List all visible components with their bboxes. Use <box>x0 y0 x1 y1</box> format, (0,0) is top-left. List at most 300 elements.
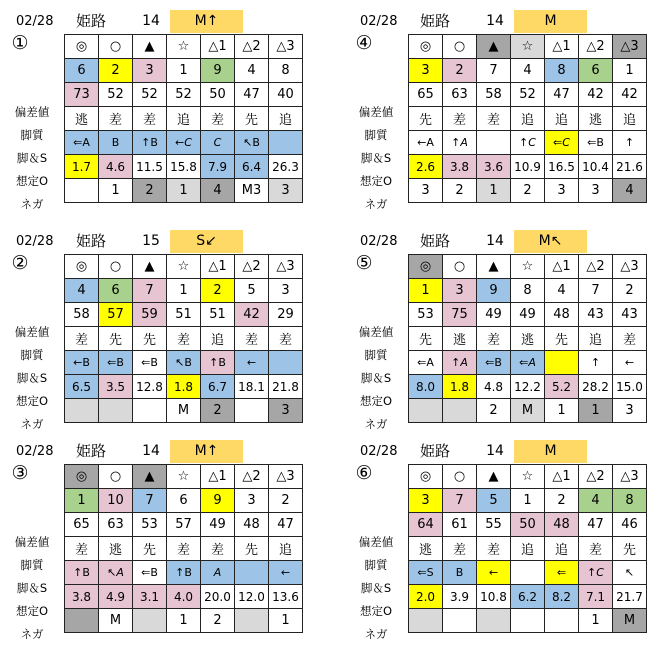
deviation-cell: 47 <box>545 83 579 107</box>
horse-number-cell: 6 <box>579 59 613 83</box>
running-style-cell: 先 <box>545 327 579 351</box>
row-label: 偏差値 <box>358 325 394 339</box>
horse-number-cell: 8 <box>511 279 545 303</box>
expected-odds-cell: 21.6 <box>613 155 647 179</box>
horse-number-cell: 4 <box>235 59 269 83</box>
grid-row <box>65 465 303 489</box>
negative-cell: 1 <box>477 179 511 203</box>
horse-number-cell: 2 <box>545 489 579 513</box>
horse-number-cell: 1 <box>511 489 545 513</box>
running-style-cell: 逃 <box>99 537 133 561</box>
row-label: ネガ <box>20 197 44 211</box>
horse-number-cell: 5 <box>477 489 511 513</box>
mark-cell: ▲ <box>477 255 511 279</box>
leg-speed-cell: ↑ <box>613 131 647 155</box>
row-label: 想定O <box>15 394 49 408</box>
mark-cell: ◎ <box>409 35 443 59</box>
leg-speed-cell <box>511 561 545 585</box>
deviation-cell: 53 <box>133 513 167 537</box>
running-style-cell: 差 <box>167 327 201 351</box>
horse-number-cell: 2 <box>269 489 303 513</box>
race-field-size: 14 <box>142 13 160 29</box>
leg-speed-cell: ↖B <box>235 131 269 155</box>
running-style-cell: 差 <box>99 107 133 131</box>
expected-odds-cell: 26.3 <box>269 155 303 179</box>
horse-number-cell: 7 <box>477 59 511 83</box>
deviation-cell: 29 <box>269 303 303 327</box>
expected-odds-cell: 10.9 <box>511 155 545 179</box>
running-style-cell: 追 <box>511 107 545 131</box>
expected-odds-cell: 3.1 <box>133 585 167 609</box>
expected-odds-cell: 10.8 <box>477 585 511 609</box>
horse-number-cell: 1 <box>65 489 99 513</box>
negative-cell: 1 <box>579 609 613 633</box>
row-label: 脚＆S <box>360 151 392 165</box>
race-course: 姫路 <box>420 442 451 460</box>
expected-odds-cell: 3.8 <box>443 155 477 179</box>
horse-number-cell: 1 <box>409 279 443 303</box>
row-label: 脚質 <box>364 558 388 572</box>
race-panel <box>8 230 328 430</box>
running-style-cell: 先 <box>133 537 167 561</box>
leg-speed-cell <box>269 351 303 375</box>
deviation-cell: 48 <box>545 303 579 327</box>
expected-odds-cell: 16.5 <box>545 155 579 179</box>
mark-cell: ○ <box>443 35 477 59</box>
expected-odds-cell: 6.5 <box>65 375 99 399</box>
race-field-size: 14 <box>486 13 504 29</box>
race-course: 姫路 <box>76 12 107 30</box>
leg-speed-cell: ⇐B <box>99 351 133 375</box>
deviation-cell: 49 <box>511 303 545 327</box>
negative-cell: 2 <box>443 179 477 203</box>
grid-row <box>409 155 647 179</box>
negative-cell <box>443 609 477 633</box>
leg-speed-cell: ⇐A <box>65 131 99 155</box>
race-course: 姫路 <box>420 232 451 250</box>
horse-number-cell: 6 <box>65 59 99 83</box>
race-date: 02/28 <box>360 14 398 29</box>
running-style-cell: 追 <box>579 327 613 351</box>
deviation-cell: 57 <box>99 303 133 327</box>
expected-odds-cell: 6.4 <box>235 155 269 179</box>
running-style-cell: 先 <box>133 327 167 351</box>
expected-odds-cell: 28.2 <box>579 375 613 399</box>
horse-number-cell: 4 <box>65 279 99 303</box>
deviation-cell: 65 <box>409 83 443 107</box>
mark-cell: ◎ <box>409 255 443 279</box>
track-condition-badge: M <box>514 440 587 463</box>
mark-cell: ◎ <box>65 465 99 489</box>
deviation-cell: 65 <box>65 513 99 537</box>
expected-odds-cell: 12.8 <box>133 375 167 399</box>
mark-cell: △2 <box>235 255 269 279</box>
deviation-cell: 49 <box>201 513 235 537</box>
leg-speed-cell: ←B <box>65 351 99 375</box>
negative-cell <box>511 609 545 633</box>
horse-number-cell: 3 <box>409 489 443 513</box>
running-style-cell: 差 <box>167 537 201 561</box>
race-number: ⑤ <box>355 252 373 274</box>
horse-number-cell: 4 <box>579 489 613 513</box>
expected-odds-cell: 1.8 <box>167 375 201 399</box>
horse-number-cell: 3 <box>235 489 269 513</box>
mark-cell: △2 <box>235 35 269 59</box>
running-style-cell: 先 <box>613 537 647 561</box>
running-style-cell: 追 <box>269 107 303 131</box>
running-style-cell: 逃 <box>65 107 99 131</box>
race-number: ④ <box>355 32 373 54</box>
mark-cell: △1 <box>545 465 579 489</box>
row-label: 想定O <box>15 174 49 188</box>
negative-cell: 2 <box>511 179 545 203</box>
expected-odds-cell: 4.9 <box>99 585 133 609</box>
negative-cell: 1 <box>167 179 201 203</box>
prediction-grid <box>64 34 303 203</box>
deviation-cell: 42 <box>613 83 647 107</box>
running-style-cell: 差 <box>477 327 511 351</box>
prediction-grid <box>64 254 303 423</box>
running-style-cell: 追 <box>545 537 579 561</box>
row-label: 脚＆S <box>16 581 48 595</box>
row-label: 脚質 <box>364 128 388 142</box>
grid-row <box>409 375 647 399</box>
race-number: ③ <box>11 462 29 484</box>
negative-cell <box>99 399 133 423</box>
horse-number-cell: 8 <box>613 489 647 513</box>
grid-row <box>65 513 303 537</box>
negative-cell <box>443 399 477 423</box>
expected-odds-cell: 8.2 <box>545 585 579 609</box>
negative-cell <box>235 609 269 633</box>
track-condition-badge: M↑ <box>170 440 243 463</box>
horse-number-cell: 1 <box>613 59 647 83</box>
race-number: ⑥ <box>355 462 373 484</box>
mark-cell: △2 <box>579 35 613 59</box>
negative-cell <box>65 399 99 423</box>
running-style-cell: 差 <box>65 537 99 561</box>
running-style-cell: 差 <box>443 107 477 131</box>
deviation-cell: 47 <box>235 83 269 107</box>
expected-odds-cell: 7.1 <box>579 585 613 609</box>
negative-cell: 2 <box>477 399 511 423</box>
negative-cell <box>133 609 167 633</box>
expected-odds-cell: 20.0 <box>201 585 235 609</box>
grid-row <box>65 107 303 131</box>
row-label: 脚質 <box>364 348 388 362</box>
negative-cell: 2 <box>201 399 235 423</box>
race-number: ① <box>11 32 29 54</box>
mark-cell: ○ <box>99 255 133 279</box>
leg-speed-cell: ↖A <box>99 561 133 585</box>
grid-row <box>409 537 647 561</box>
grid-row <box>409 131 647 155</box>
leg-speed-cell: ← <box>477 561 511 585</box>
deviation-cell: 57 <box>167 513 201 537</box>
negative-cell <box>477 609 511 633</box>
deviation-cell: 63 <box>443 83 477 107</box>
race-date: 02/28 <box>360 444 398 459</box>
grid-row <box>409 279 647 303</box>
negative-cell: 1 <box>545 399 579 423</box>
horse-number-cell: 7 <box>133 279 167 303</box>
running-style-cell: 差 <box>579 537 613 561</box>
grid-row <box>65 59 303 83</box>
negative-cell: 3 <box>409 179 443 203</box>
prediction-grid <box>64 464 303 633</box>
grid-row <box>65 179 303 203</box>
expected-odds-cell: 3.9 <box>443 585 477 609</box>
mark-cell: △2 <box>579 255 613 279</box>
row-label: 想定O <box>359 174 393 188</box>
mark-cell: ☆ <box>167 255 201 279</box>
leg-speed-cell: ↑ <box>579 351 613 375</box>
deviation-cell: 42 <box>235 303 269 327</box>
negative-cell: M <box>167 399 201 423</box>
mark-cell: △1 <box>545 255 579 279</box>
track-condition-badge: M↖ <box>514 230 587 253</box>
mark-cell: ○ <box>99 35 133 59</box>
horse-number-cell: 3 <box>443 279 477 303</box>
leg-speed-cell: ⇐S <box>409 561 443 585</box>
negative-cell <box>235 399 269 423</box>
deviation-cell: 55 <box>477 513 511 537</box>
expected-odds-cell: 3.6 <box>477 155 511 179</box>
negative-cell: 1 <box>579 399 613 423</box>
leg-speed-cell: ↑A <box>443 131 477 155</box>
deviation-cell: 61 <box>443 513 477 537</box>
grid-row <box>65 561 303 585</box>
deviation-cell: 50 <box>511 513 545 537</box>
mark-cell: ▲ <box>133 35 167 59</box>
mark-cell: △2 <box>235 465 269 489</box>
expected-odds-cell: 21.8 <box>269 375 303 399</box>
expected-odds-cell: 15.0 <box>613 375 647 399</box>
leg-speed-cell: ⇐A <box>409 351 443 375</box>
running-style-cell: 追 <box>269 537 303 561</box>
grid-row <box>409 327 647 351</box>
leg-speed-cell <box>269 131 303 155</box>
running-style-cell: 差 <box>235 327 269 351</box>
negative-cell: 4 <box>201 179 235 203</box>
deviation-cell: 52 <box>167 83 201 107</box>
horse-number-cell: 2 <box>443 59 477 83</box>
grid-row <box>409 465 647 489</box>
expected-odds-cell: 10.4 <box>579 155 613 179</box>
expected-odds-cell: 15.8 <box>167 155 201 179</box>
grid-row <box>65 303 303 327</box>
row-label: 想定O <box>359 394 393 408</box>
race-course: 姫路 <box>76 232 107 250</box>
grid-row <box>409 561 647 585</box>
row-label: ネガ <box>20 627 44 641</box>
race-field-size: 14 <box>486 443 504 459</box>
grid-row <box>65 489 303 513</box>
mark-cell: △1 <box>201 35 235 59</box>
negative-cell: 3 <box>613 399 647 423</box>
row-label: ネガ <box>364 417 388 431</box>
horse-number-cell: 2 <box>99 59 133 83</box>
expected-odds-cell: 12.2 <box>511 375 545 399</box>
deviation-cell: 75 <box>443 303 477 327</box>
grid-row <box>409 107 647 131</box>
running-style-cell: 差 <box>477 107 511 131</box>
horse-number-cell: 9 <box>201 489 235 513</box>
leg-speed-cell: B <box>99 131 133 155</box>
mark-cell: ☆ <box>511 35 545 59</box>
race-date: 02/28 <box>360 234 398 249</box>
deviation-cell: 47 <box>269 513 303 537</box>
horse-number-cell: 4 <box>511 59 545 83</box>
leg-speed-cell <box>545 351 579 375</box>
deviation-cell: 58 <box>65 303 99 327</box>
leg-speed-cell: ↑B <box>65 561 99 585</box>
deviation-cell: 51 <box>201 303 235 327</box>
expected-odds-cell: 2.6 <box>409 155 443 179</box>
leg-speed-cell: ↑C <box>511 131 545 155</box>
grid-row <box>409 59 647 83</box>
race-panel <box>8 10 328 210</box>
mark-cell: △3 <box>613 465 647 489</box>
race-field-size: 14 <box>486 233 504 249</box>
grid-row <box>65 155 303 179</box>
horse-number-cell: 2 <box>613 279 647 303</box>
running-style-cell: 逃 <box>443 327 477 351</box>
mark-cell: ○ <box>443 465 477 489</box>
expected-odds-cell: 3.8 <box>65 585 99 609</box>
mark-cell: ◎ <box>65 255 99 279</box>
row-label: 脚質 <box>20 128 44 142</box>
row-label: 偏差値 <box>14 325 50 339</box>
leg-speed-cell: ⇐ <box>545 561 579 585</box>
negative-cell <box>409 399 443 423</box>
running-style-cell: 追 <box>201 327 235 351</box>
grid-row <box>409 255 647 279</box>
grid-row <box>409 489 647 513</box>
negative-cell <box>133 399 167 423</box>
mark-cell: △3 <box>269 255 303 279</box>
mark-cell: ◎ <box>65 35 99 59</box>
leg-speed-cell: ↑A <box>443 351 477 375</box>
running-style-cell: 逃 <box>409 537 443 561</box>
grid-row <box>65 537 303 561</box>
horse-number-cell: 3 <box>269 279 303 303</box>
mark-cell: △1 <box>201 465 235 489</box>
grid-row <box>409 35 647 59</box>
prediction-grid <box>408 464 647 633</box>
row-label: 脚＆S <box>16 371 48 385</box>
track-condition-badge: M↑ <box>170 10 243 33</box>
running-style-cell: 逃 <box>579 107 613 131</box>
negative-cell: 3 <box>579 179 613 203</box>
grid-row <box>65 255 303 279</box>
negative-cell <box>65 609 99 633</box>
mark-cell: ◎ <box>409 465 443 489</box>
expected-odds-cell: 2.0 <box>409 585 443 609</box>
horse-number-cell: 7 <box>443 489 477 513</box>
negative-cell: M3 <box>235 179 269 203</box>
horse-number-cell: 4 <box>545 279 579 303</box>
deviation-cell: 52 <box>99 83 133 107</box>
grid-row <box>65 399 303 423</box>
deviation-cell: 40 <box>269 83 303 107</box>
leg-speed-cell: ← <box>235 351 269 375</box>
expected-odds-cell: 4.0 <box>167 585 201 609</box>
grid-row <box>65 351 303 375</box>
race-course: 姫路 <box>76 442 107 460</box>
running-style-cell: 差 <box>201 107 235 131</box>
leg-speed-cell: ⇐B <box>477 351 511 375</box>
deviation-cell: 64 <box>409 513 443 537</box>
running-style-cell: 差 <box>269 327 303 351</box>
row-label: 脚質 <box>20 348 44 362</box>
grid-row <box>409 303 647 327</box>
expected-odds-cell: 8.0 <box>409 375 443 399</box>
leg-speed-cell: ↑B <box>133 131 167 155</box>
leg-speed-cell: ⇐B <box>579 131 613 155</box>
horse-number-cell: 7 <box>579 279 613 303</box>
negative-cell: 1 <box>167 609 201 633</box>
race-date: 02/28 <box>16 14 54 29</box>
negative-cell: 2 <box>133 179 167 203</box>
deviation-cell: 47 <box>579 513 613 537</box>
mark-cell: ▲ <box>477 465 511 489</box>
deviation-cell: 63 <box>99 513 133 537</box>
race-date: 02/28 <box>16 234 54 249</box>
leg-speed-cell: B <box>443 561 477 585</box>
mark-cell: ☆ <box>511 255 545 279</box>
running-style-cell: 先 <box>235 537 269 561</box>
row-label: 偏差値 <box>14 105 50 119</box>
deviation-cell: 43 <box>613 303 647 327</box>
horse-number-cell: 6 <box>99 279 133 303</box>
deviation-cell: 59 <box>133 303 167 327</box>
running-style-cell: 差 <box>65 327 99 351</box>
negative-cell: 1 <box>99 179 133 203</box>
negative-cell: 4 <box>613 179 647 203</box>
row-label: 偏差値 <box>358 105 394 119</box>
row-label: 脚＆S <box>360 371 392 385</box>
deviation-cell: 52 <box>511 83 545 107</box>
deviation-cell: 42 <box>579 83 613 107</box>
race-course: 姫路 <box>420 12 451 30</box>
row-label: 脚質 <box>20 558 44 572</box>
leg-speed-cell: ↖B <box>167 351 201 375</box>
expected-odds-cell: 1.7 <box>65 155 99 179</box>
mark-cell: ▲ <box>477 35 511 59</box>
running-style-cell: 先 <box>235 107 269 131</box>
row-label: 想定O <box>359 604 393 618</box>
horse-number-cell: 9 <box>201 59 235 83</box>
grid-row <box>409 513 647 537</box>
deviation-cell: 52 <box>133 83 167 107</box>
negative-cell <box>545 609 579 633</box>
horse-number-cell: 8 <box>545 59 579 83</box>
row-label: ネガ <box>364 627 388 641</box>
leg-speed-cell: ⇐A <box>511 351 545 375</box>
deviation-cell: 73 <box>65 83 99 107</box>
negative-cell <box>65 179 99 203</box>
mark-cell: △2 <box>579 465 613 489</box>
leg-speed-cell: ←C <box>167 131 201 155</box>
leg-speed-cell: ↑C <box>579 561 613 585</box>
running-style-cell: 追 <box>167 107 201 131</box>
negative-cell: 3 <box>269 179 303 203</box>
running-style-cell: 差 <box>133 107 167 131</box>
horse-number-cell: 1 <box>167 279 201 303</box>
leg-speed-cell: C <box>201 131 235 155</box>
track-condition-badge: M <box>514 10 587 33</box>
